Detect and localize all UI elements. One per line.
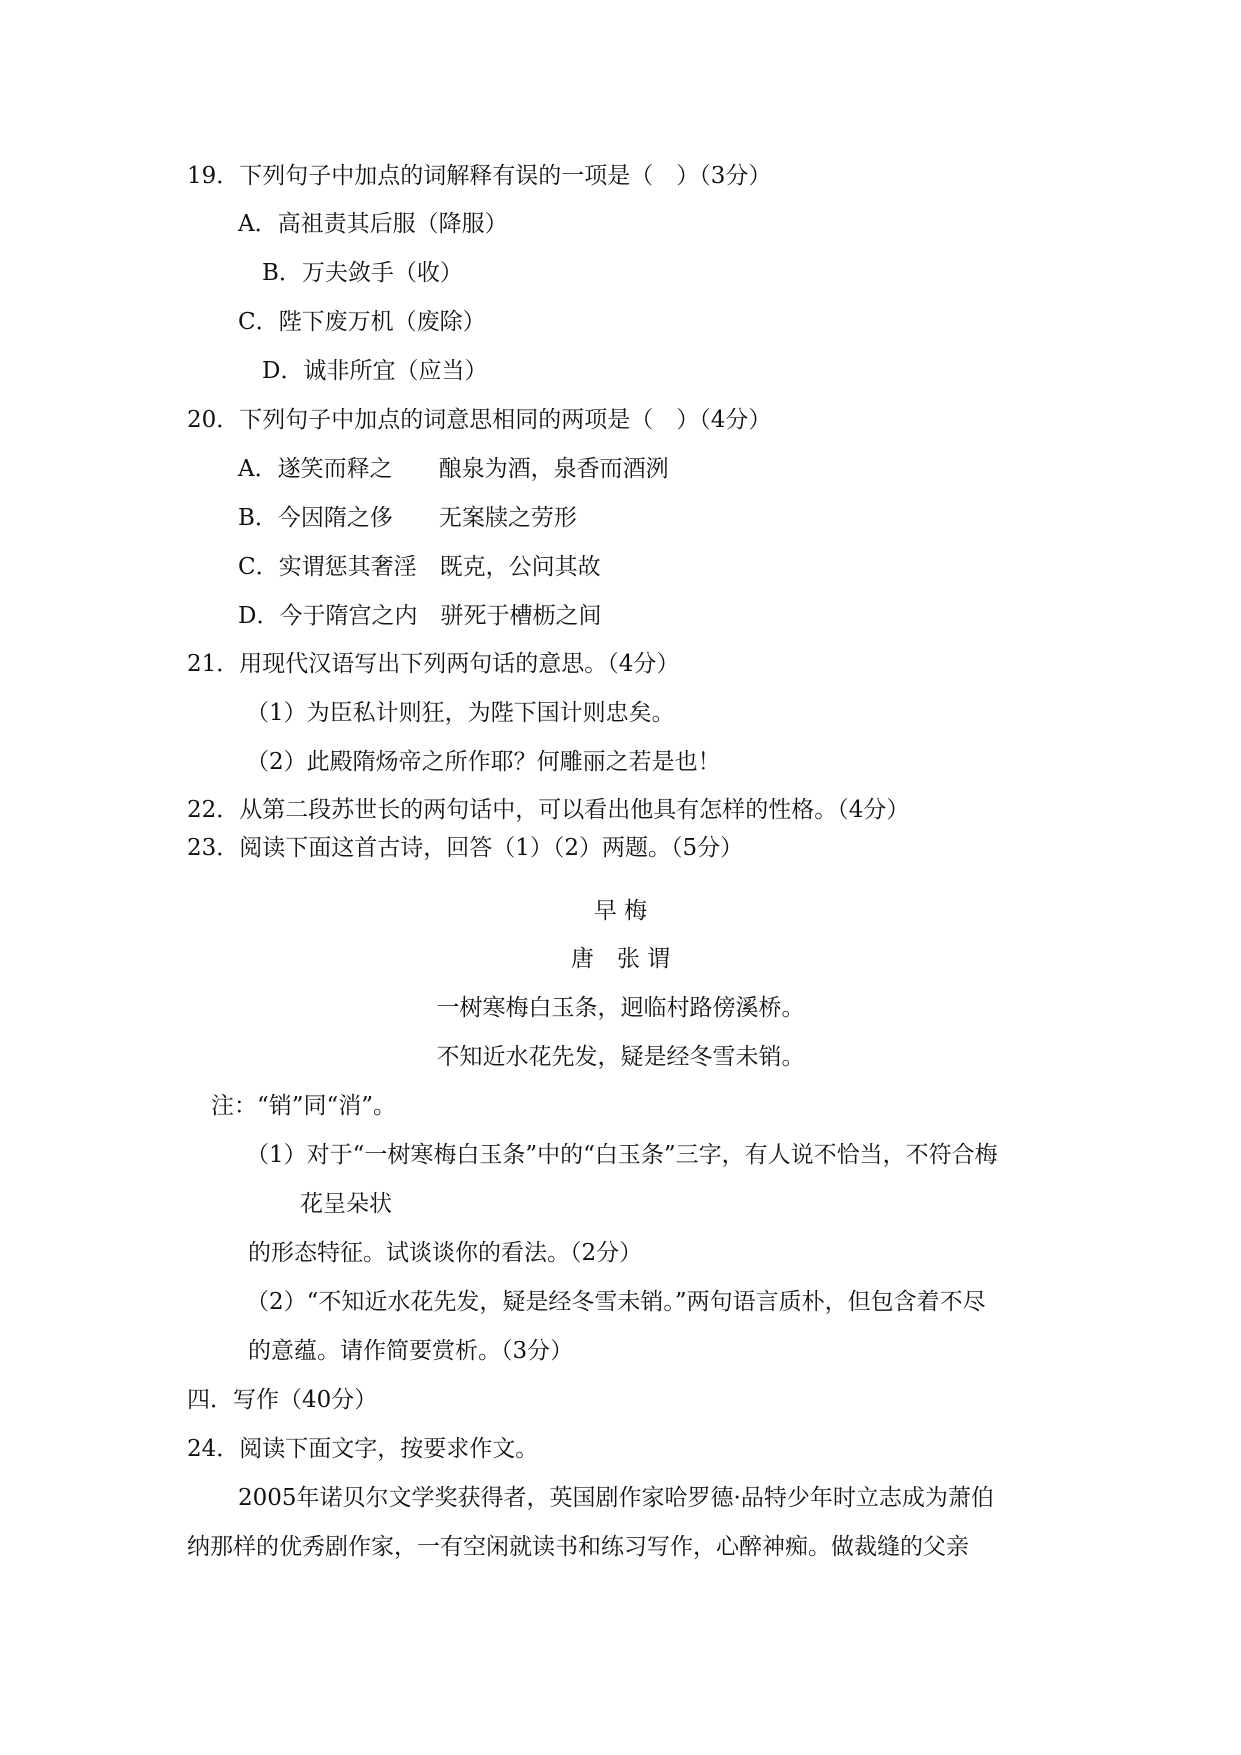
question-21-item-1: （1）为臣私计则狂，为陛下国计则忠矣。	[246, 700, 675, 726]
question-19-option-d: D．诚非所宜（应当）	[262, 358, 488, 384]
question-19-option-b: B．万夫敛手（收）	[262, 260, 463, 286]
poem-line-1: 一树寒梅白玉条，迥临村路傍溪桥。	[436, 995, 805, 1021]
question-23-sub2-line2: 的意蕴。请作简要赏析。（3分）	[248, 1338, 574, 1364]
question-21-item-2: （2）此殿隋炀帝之所作耶？何雕丽之若是也！	[246, 749, 721, 775]
question-22-stem: 22．从第二段苏世长的两句话中，可以看出他具有怎样的性格。（4分）	[187, 797, 910, 823]
question-19-option-a: A．高祖责其后服（降服）	[238, 211, 508, 237]
question-24-stem: 24．阅读下面文字，按要求作文。	[187, 1436, 539, 1462]
poem-title: 早 梅	[593, 898, 648, 924]
section-4-heading: 四．写作（40分）	[187, 1387, 378, 1413]
question-19-option-c: C．陛下废万机（废除）	[238, 309, 486, 335]
essay-prompt-line-2: 纳那样的优秀剧作家，一有空闲就读书和练习写作，心醉神痴。做裁缝的父亲	[187, 1534, 969, 1560]
question-20-option-a: A．遂笑而释之 酿泉为酒，泉香而酒洌	[238, 456, 669, 482]
question-20-option-b: B．今因隋之侈 无案牍之劳形	[238, 505, 577, 531]
question-20-stem: 20．下列句子中加点的词意思相同的两项是（ ）（4分）	[187, 407, 772, 433]
question-21-stem: 21．用现代汉语写出下列两句话的意思。（4分）	[187, 651, 680, 677]
question-23-stem: 23．阅读下面这首古诗，回答（1）（2）两题。（5分）	[187, 835, 744, 861]
question-23-sub2-line1: （2）“不知近水花先发，疑是经冬雪未销。”两句语言质朴，但包含着不尽	[246, 1289, 986, 1315]
essay-prompt-line-1: 2005年诺贝尔文学奖获得者，英国剧作家哈罗德·品特少年时立志成为萧伯	[238, 1485, 994, 1511]
question-20-option-d: D．今于隋宫之内 骈死于槽枥之间	[238, 603, 602, 629]
question-23-sub1-line2: 花呈朵状	[300, 1191, 392, 1217]
poem-line-2: 不知近水花先发，疑是经冬雪未销。	[436, 1044, 805, 1070]
question-23-sub1-line1: （1）对于“一树寒梅白玉条”中的“白玉条”三字，有人说不恰当，不符合梅	[246, 1142, 998, 1168]
question-23-sub1-line3: 的形态特征。试谈谈你的看法。（2分）	[248, 1240, 643, 1266]
question-19-stem: 19．下列句子中加点的词解释有误的一项是（ ）（3分）	[187, 163, 772, 189]
poem-author: 唐 张 谓	[570, 946, 671, 972]
poem-note: 注：“销”同“消”。	[211, 1093, 397, 1119]
question-20-option-c: C．实谓惩其奢淫 既克，公问其故	[238, 554, 601, 580]
